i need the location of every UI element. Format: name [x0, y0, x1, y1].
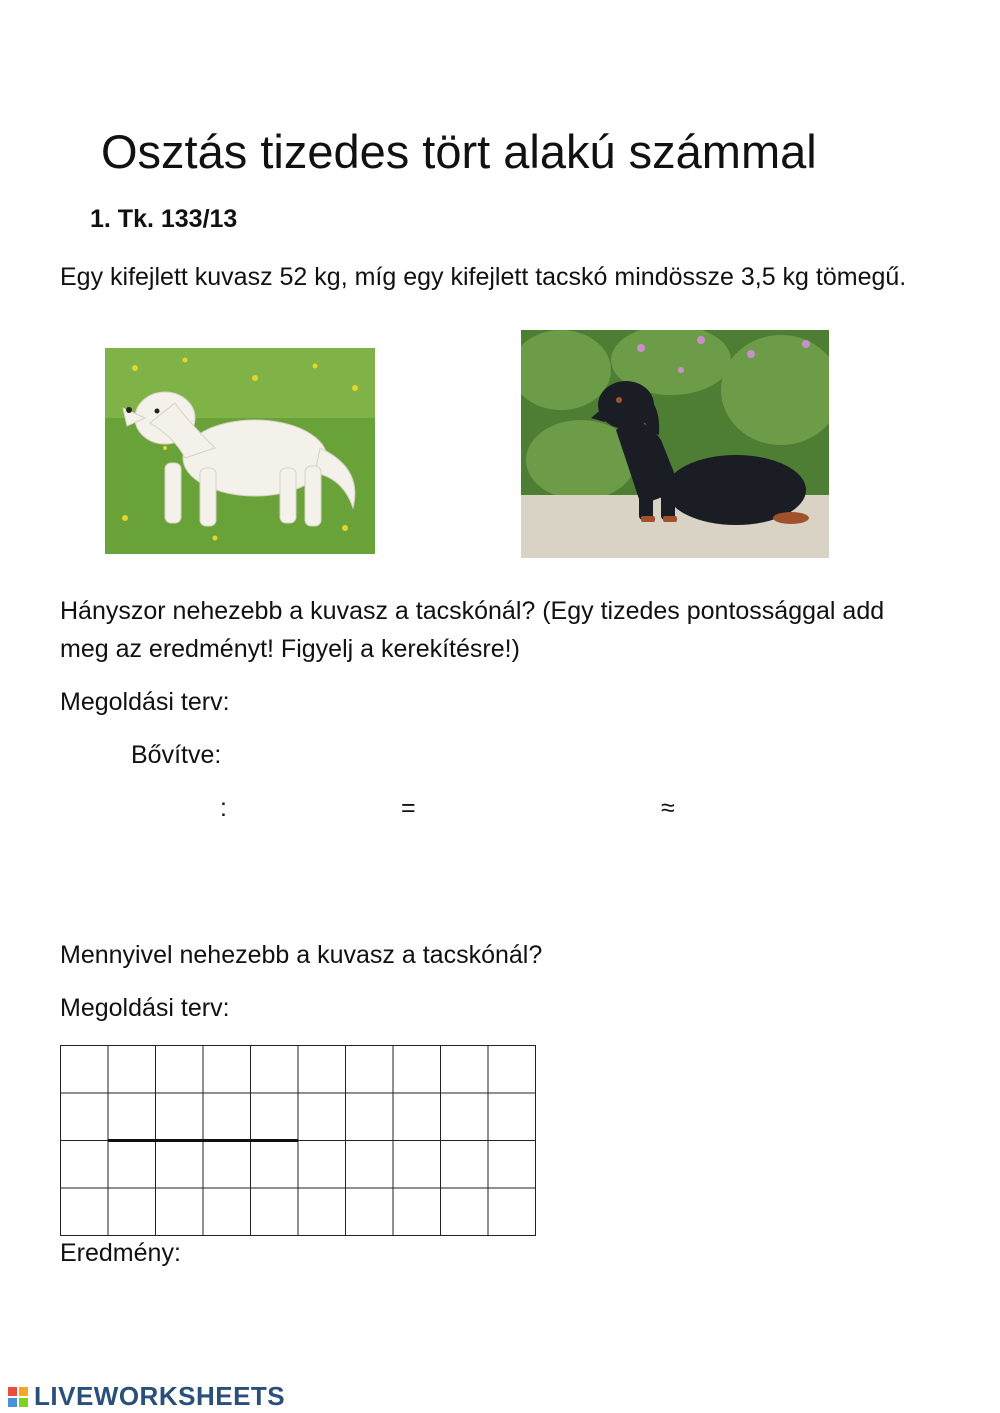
grid-cell[interactable] [203, 1093, 251, 1141]
grid-cell[interactable] [108, 1093, 156, 1141]
grid-cell[interactable] [393, 1141, 441, 1189]
grid-cell[interactable] [156, 1093, 204, 1141]
grid-cell[interactable] [488, 1046, 536, 1094]
page-title: Osztás tizedes tört alakú számmal [101, 125, 817, 178]
grid-cell[interactable] [203, 1188, 251, 1236]
grid-cell[interactable] [488, 1188, 536, 1236]
grid-cell[interactable] [346, 1093, 394, 1141]
grid-cell[interactable] [156, 1046, 204, 1094]
grid-cell[interactable] [346, 1046, 394, 1094]
grid-cell[interactable] [108, 1046, 156, 1094]
grid-cell[interactable] [393, 1093, 441, 1141]
grid-cell[interactable] [61, 1141, 109, 1189]
grid-cell[interactable] [108, 1188, 156, 1236]
grid-cell[interactable] [251, 1093, 299, 1141]
grid-cell[interactable] [393, 1046, 441, 1094]
grid-cell[interactable] [108, 1141, 156, 1189]
grid-cell[interactable] [203, 1046, 251, 1094]
grid-cell[interactable] [61, 1188, 109, 1236]
approx-sign: ≈ [661, 794, 675, 822]
grid-cell[interactable] [441, 1141, 489, 1189]
logo-icon [8, 1387, 28, 1407]
grid-cell[interactable] [441, 1188, 489, 1236]
grid-cell[interactable] [346, 1141, 394, 1189]
grid-cell[interactable] [251, 1141, 299, 1189]
task-reference: 1. Tk. 133/13 [90, 205, 238, 233]
grid-cell[interactable] [203, 1141, 251, 1189]
grid-cell[interactable] [251, 1188, 299, 1236]
solution-plan-label: Megoldási terv: [60, 688, 230, 716]
grid-cell[interactable] [393, 1188, 441, 1236]
division-sign: : [220, 794, 227, 822]
question-how-much-heavier: Mennyivel nehezebb a kuvasz a tacskónál? [60, 941, 543, 969]
solution-plan-label-2: Megoldási terv: [60, 994, 230, 1022]
kuvasz-photo [105, 348, 375, 554]
grid-cell[interactable] [488, 1093, 536, 1141]
grid-cell[interactable] [61, 1093, 109, 1141]
grid-cell[interactable] [441, 1093, 489, 1141]
grid-cell[interactable] [156, 1141, 204, 1189]
grid-cell[interactable] [488, 1141, 536, 1189]
dachshund-photo [521, 330, 829, 558]
grid-cell[interactable] [298, 1141, 346, 1189]
grid-cell[interactable] [298, 1093, 346, 1141]
grid-cell[interactable] [61, 1046, 109, 1094]
result-label: Eredmény: [60, 1239, 181, 1267]
grid-cell[interactable] [156, 1188, 204, 1236]
equals-sign: = [401, 794, 416, 822]
expanded-label: Bővítve: [131, 741, 222, 769]
calculation-grid[interactable] [60, 1045, 536, 1236]
footer-logo [8, 1381, 285, 1412]
grid-cell[interactable] [251, 1046, 299, 1094]
grid-cell[interactable] [346, 1188, 394, 1236]
grid-cell[interactable] [298, 1046, 346, 1094]
problem-text: Egy kifejlett kuvasz 52 kg, míg egy kifejlett tacskó mindössze 3,5 kg tömegű. [60, 263, 907, 291]
grid-cell[interactable] [441, 1046, 489, 1094]
logo-text: LIVEWORKSHEETS [34, 1381, 286, 1411]
question-how-many-times: Hányszor nehezebb a kuvasz a tacskónál? (Egy tizedes pontossággal add meg az eredményt! Figyelj a kerekítésre!) [60, 597, 885, 663]
grid-cell[interactable] [298, 1188, 346, 1236]
